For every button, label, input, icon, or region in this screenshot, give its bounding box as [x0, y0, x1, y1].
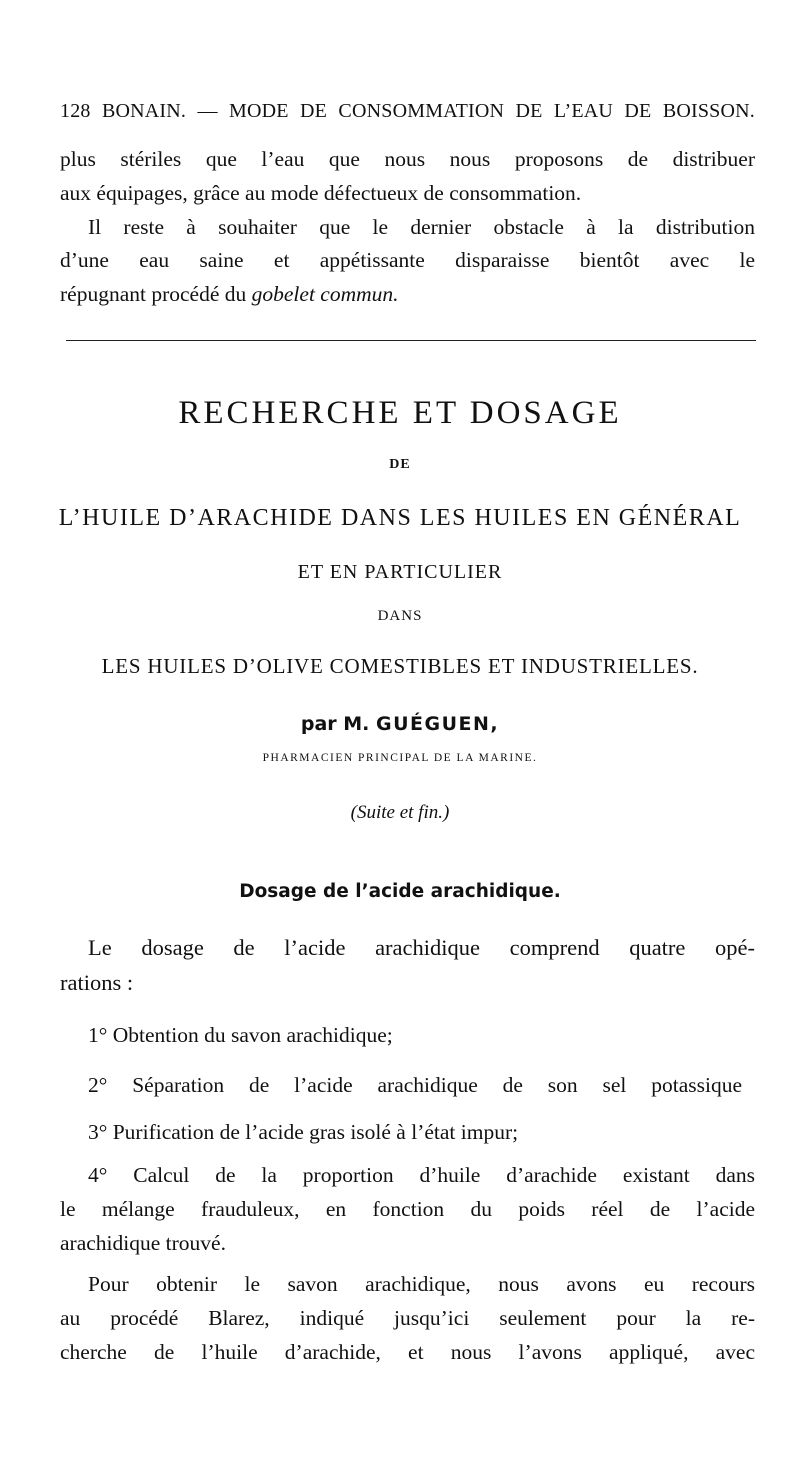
para2-line: au procédé Blarez, indiqué jusqu’ici seulement pour la re-: [60, 1306, 755, 1330]
intro-last-prefix: répugnant procédé du: [60, 282, 247, 306]
intro-line: d’une eau saine et appétissante disparaisse bientôt avec le: [60, 248, 755, 272]
intro-last-italic: gobelet commun.: [251, 282, 399, 306]
step4-line: 4° Calcul de la proportion d’huile d’arachide existant dans: [88, 1163, 755, 1187]
article-title-de: DE: [389, 457, 411, 472]
continuation-note: (Suite et fin.): [350, 802, 450, 823]
article-title-line4: LES HUILES D’OLIVE COMESTIBLES ET INDUSTRIELLES.: [101, 654, 699, 678]
author-role: PHARMACIEN PRINCIPAL DE LA MARINE.: [262, 752, 538, 764]
article-title-line3: ET EN PARTICULIER: [297, 561, 503, 583]
author-name: GUÉGUEN,: [376, 713, 500, 735]
article-title-line2: L’HUILE D’ARACHIDE DANS LES HUILES EN GÉNÉRAL: [58, 505, 742, 531]
section-heading: Dosage de l’acide arachidique.: [239, 881, 561, 902]
intro-line: Il reste à souhaiter que le dernier obstacle à la distribution: [88, 215, 755, 239]
article-title-dans: DANS: [377, 608, 423, 624]
running-header: 128 BONAIN. — MODE DE CONSOMMATION DE L’EAU DE BOISSON.: [60, 100, 755, 122]
intro-line: aux équipages, grâce au mode défectueux de consommation.: [60, 181, 582, 205]
section-divider: [66, 340, 756, 341]
intro-line: plus stériles que l’eau que nous nous proposons de distribuer: [60, 147, 755, 171]
para2-line: cherche de l’huile d’arachide, et nous l’avons appliqué, avec: [60, 1340, 755, 1364]
step4-line: arachidique trouvé.: [60, 1231, 226, 1255]
para1-line: Le dosage de l’acide arachidique comprend quatre opé-: [88, 935, 755, 960]
author-prefix: par M.: [300, 713, 370, 735]
article-author: [0, 713, 800, 735]
para1-line: rations :: [60, 970, 134, 995]
step4-line: le mélange frauduleux, en fonction du poids réel de l’acide: [60, 1197, 755, 1221]
step-item: 2° Séparation de l’acide arachidique de son sel potassique: [88, 1073, 742, 1097]
article-title-line1: RECHERCHE ET DOSAGE: [178, 395, 622, 431]
intro-last-line: [60, 282, 755, 307]
step-item: 1° Obtention du savon arachidique;: [88, 1023, 393, 1047]
step-item: 3° Purification de l’acide gras isolé à l’état impur;: [88, 1120, 519, 1144]
para2-line: Pour obtenir le savon arachidique, nous avons eu recours: [88, 1272, 755, 1296]
